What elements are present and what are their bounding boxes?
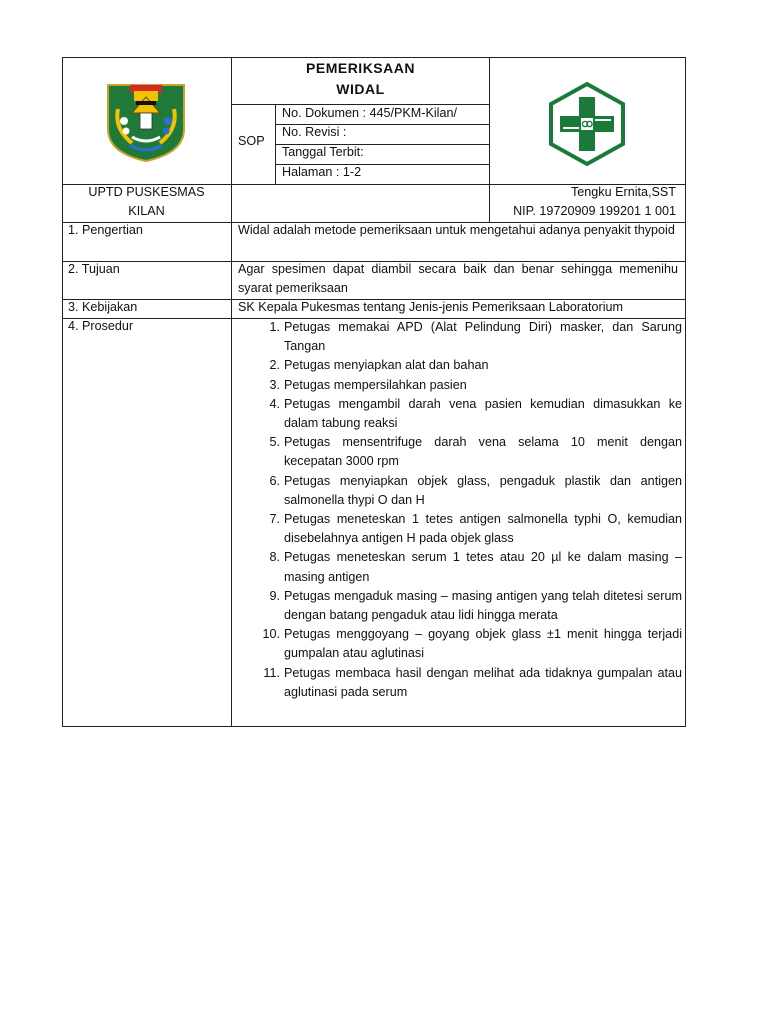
list-item xyxy=(250,587,682,625)
org-line-1: UPTD PUSKESMAS xyxy=(88,185,205,199)
step-number: 4. xyxy=(269,396,280,411)
step-number: 3. xyxy=(269,377,280,392)
step-text: Petugas meneteskan serum 1 tetes atau 20 µl ke dalam masing – masing antigen xyxy=(284,550,682,584)
step-text: Petugas menyiapkan objek glass, pengaduk plastik dan antigen salmonella thypi O dan H xyxy=(284,473,682,507)
doc-number: No. Dokumen : 445/PKM-Kilan/ xyxy=(282,106,457,120)
step-text: Petugas membaca hasil dengan melihat ada tidaknya gumpalan atau aglutinasi pada serum xyxy=(284,665,682,699)
text-pengertian: Widal adalah metode pemeriksaan untuk mengetahui adanya penyakit thypoid xyxy=(238,223,675,237)
step-text: Petugas menyiapkan alat dan bahan xyxy=(284,358,489,373)
signer-nip: NIP. 19720909 199201 1 001 xyxy=(513,204,676,218)
step-number: 10. xyxy=(262,627,280,642)
step-number: 1. xyxy=(269,320,280,334)
issue-date: Tanggal Terbit: xyxy=(282,145,364,159)
label-prosedur: 4. Prosedur xyxy=(68,319,134,333)
regional-emblem-icon xyxy=(104,79,188,163)
page-title xyxy=(231,57,490,100)
health-cross-icon xyxy=(544,81,630,167)
step-number: 9. xyxy=(269,588,280,603)
list-item xyxy=(250,356,682,375)
list-item xyxy=(250,664,682,702)
list-item xyxy=(250,625,682,663)
org-line-2: KILAN xyxy=(128,204,165,218)
page-number: Halaman : 1-2 xyxy=(282,165,362,179)
step-text: Petugas mempersilahkan pasien xyxy=(284,377,467,392)
step-number: 8. xyxy=(269,550,280,565)
list-item xyxy=(250,472,682,510)
org-name xyxy=(62,183,231,221)
text-kebijakan: SK Kepala Pukesmas tentang Jenis-jenis Pemeriksaan Laboratorium xyxy=(238,300,624,314)
step-number: 5. xyxy=(269,435,280,450)
list-item xyxy=(250,318,682,356)
title-line-2: WIDAL xyxy=(336,81,385,97)
sop-label: SOP xyxy=(238,134,265,148)
label-pengertian: 1. Pengertian xyxy=(68,223,143,237)
step-number: 2. xyxy=(269,358,280,373)
sop-document xyxy=(62,57,686,727)
step-number: 11. xyxy=(263,665,280,680)
step-text: Petugas mengambil darah vena pasien kemudian dimasukkan ke dalam tabung reaksi xyxy=(284,396,682,431)
border-bottom xyxy=(62,726,686,727)
label-tujuan: 2. Tujuan xyxy=(68,262,120,276)
step-text: Petugas mensentrifuge darah vena selama 10 menit dengan kecepatan 3000 rpm xyxy=(284,435,682,469)
signer-name: Tengku Ernita,SST xyxy=(571,185,676,199)
list-item xyxy=(250,395,682,433)
text-tujuan: Agar spesimen dapat diambil secara baik dan benar sehingga memenihu syarat pemeriksaan xyxy=(238,262,678,295)
border-left xyxy=(62,57,63,727)
revision-number: No. Revisi : xyxy=(282,125,347,139)
step-text: Petugas mengaduk masing – masing antigen yang telah ditetesi serum dengan batang pengaduk atau lidi hingga merata xyxy=(284,588,682,623)
list-item xyxy=(250,510,682,548)
step-text: Petugas meneteskan 1 tetes antigen salmonella typhi O, kemudian disebelahnya antigen H pada objek glass xyxy=(284,512,682,546)
list-item xyxy=(250,548,682,586)
regional-emblem-logo xyxy=(104,79,188,163)
divider-left-col xyxy=(231,57,232,727)
step-text: Petugas menggoyang – goyang objek glass ±1 menit hingga terjadi gumpalan atau aglutinasi xyxy=(284,627,682,661)
step-number: 7. xyxy=(269,512,280,527)
label-kebijakan: 3. Kebijakan xyxy=(68,300,138,314)
procedure-list xyxy=(250,318,682,702)
health-cross-logo xyxy=(544,81,630,167)
title-line-1: PEMERIKSAAN xyxy=(306,60,415,76)
list-item xyxy=(250,376,682,395)
step-text: Petugas memakai APD (Alat Pelindung Diri) masker, dan Sarung Tangan xyxy=(284,320,682,354)
border-right xyxy=(685,57,686,727)
list-item xyxy=(250,433,682,471)
step-number: 6. xyxy=(269,473,280,488)
